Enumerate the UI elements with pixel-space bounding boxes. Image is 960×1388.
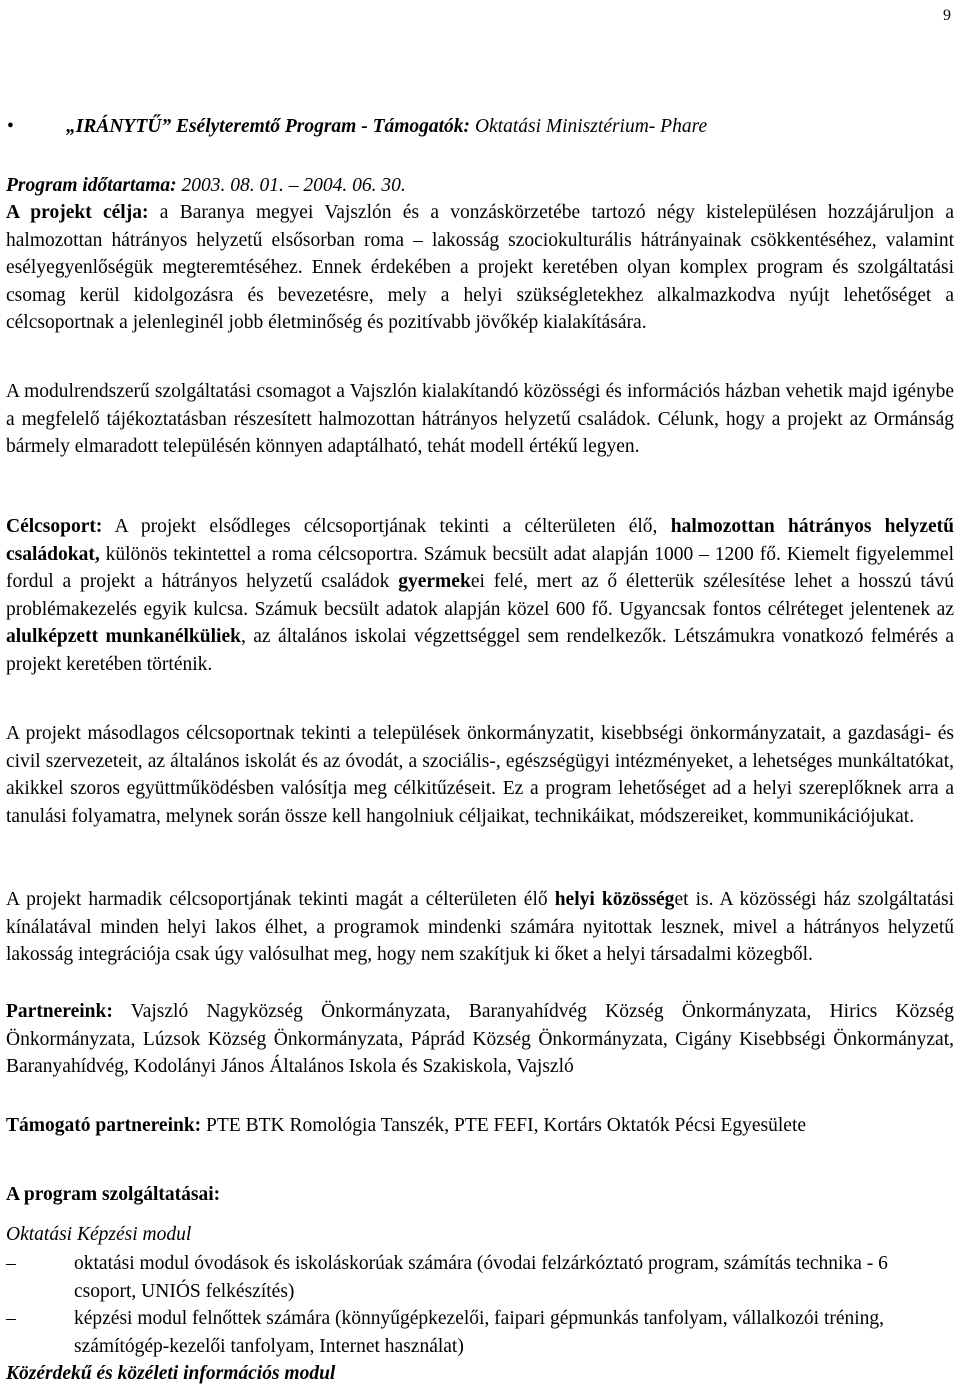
target-text-1: A projekt elsődleges célcsoportjának tekinti a célterületen élő, [102, 516, 671, 537]
module-education-item-1 [6, 1250, 954, 1305]
services-heading-text: A program szolgáltatásai: [6, 1184, 221, 1205]
goal-label: A projekt célja: [6, 202, 149, 223]
third-target [6, 886, 954, 969]
program-sponsors: Oktatási Minisztérium- Phare [470, 116, 708, 137]
partners-label: Partnereink: [6, 1001, 113, 1022]
target-text-2: különös tekintettel a roma célcsoportra. Számuk becsült adat alapján 1000 – 1200 fő. Kiemelt figyelemmel fordul a projekt a hátrányos helyzetű családok [6, 543, 954, 593]
third-text-2: et is. A közösségi ház szolgáltatási kínálatával minden helyi lakos élhet, a programok mindenki számára nyitottak lesznek, mivel a hátrányos helyzetű lakosság integrációja csak úgy valósulhat meg, hogy nem szakítjuk ki őket a helyi társadalmi közegből. [6, 889, 954, 966]
page-number: 9 [943, 7, 951, 24]
project-goal [6, 199, 954, 337]
third-bold: helyi közösség [554, 889, 675, 910]
target-label: Célcsoport: [6, 516, 103, 537]
program-bullet [6, 113, 954, 141]
module-info [6, 1360, 954, 1388]
target-bold-1: halmozottan hátrányos helyzetű családokat, [6, 516, 954, 565]
modular-paragraph [6, 378, 954, 461]
module-education [6, 1221, 954, 1249]
module-education-item-2 [6, 1305, 954, 1360]
third-text-1: A projekt harmadik célcsoportjának tekinti magát a célterületen élő [6, 889, 555, 910]
duration-value: 2003. 08. 01. – 2004. 06. 30. [176, 175, 406, 196]
goal-text-2: valamint esélyegyenlőségük megteremtéséhez. [6, 229, 954, 279]
target-bold-3: alulképzett munkanélküliek [6, 626, 241, 648]
secondary-text: A projekt másodlagos célcsoportnak tekinti a települések önkormányzatit, kisebbségi önkormányzatait, a gazdasági- és civil szervezeteit, az általános iskolát és az óvodát, a szociális-, egészségügyi intézményeket, a lehetséges munkáltatókat, akikkel szoros együttműködésben valósítja meg célkitűzéseit. Ez a program lehetőséget ad a helyi szereplőknek arra a tanulási folyamatra, melynek során össze kell hangolniuk céljaikat, technikáikat, módszereiket, kommunikációjukat. [6, 723, 954, 827]
dash-icon: – [6, 1253, 16, 1274]
target-group [6, 513, 954, 679]
dash-icon: – [6, 1308, 16, 1329]
bullet-icon: • [7, 116, 14, 137]
module-info-title: Közérdekű és közéleti információs modul [6, 1363, 336, 1384]
partners-text: Vajszló Nagyközség Önkormányzata, Baranyahídvég Község Önkormányzata, Hirics Község Önkormányzata, Lúzsok Község Önkormányzata, Páprád Község Önkormányzata, Cigány Kisebbségi Önkormányzat, Baranyahídvég, Kodolányi János Általános Iskola és Szakiskola, Vajszló [6, 1001, 954, 1078]
module-education-title: Oktatási Képzési modul [6, 1224, 192, 1245]
module-item-text: képzési modul felnőttek számára (könnyűgépkezelői, faipari gépmunkás tanfolyam, vállalkozói tréning, számítógép-kezelői tanfolyam, Internet használat) [74, 1308, 885, 1357]
services-heading [6, 1181, 954, 1209]
program-duration [6, 172, 954, 200]
target-text-4: , az általános iskolai végzettséggel sem rendelkezők. Létszámukra vonatkozó felmérés a projekt keretében történik. [6, 626, 954, 675]
target-bold-2: gyermek [398, 571, 471, 593]
modular-text: A modulrendszerű szolgáltatási csomagot a Vajszlón kialakítandó közösségi és információs házban vehetik majd igénybe a megfelelő tájékoztatásban részesített halmozottan hátrányos helyzetű családok. Célunk, hogy a projekt az Ormánság bármely elmaradott településén könnyen adaptálható, tehát modell értékű legyen. [6, 381, 954, 458]
support-partners-text: PTE BTK Romológia Tanszék, PTE FEFI, Kortárs Oktatók Pécsi Egyesülete [201, 1115, 807, 1136]
secondary-target [6, 720, 954, 830]
partners [6, 998, 954, 1081]
goal-text-1: a Baranya megyei Vajszlón és a vonzáskörzetébe tartozó négy kistelepülésen hozzájáruljon a halmozottan hátrányos helyzetű elsősorban roma – lakosság szociokulturális hátrányainak csökkentéséhez, [6, 202, 955, 251]
target-text-3: ei felé, mert az ő életterük szélesítése lehet a hosszú távú problémakezelés egyik kulcsa. Számuk becsült adatok alapján közel 600 fő. Ugyancsak fontos célréteget jelentenek az [6, 571, 954, 620]
support-partners-label: Támogató partnereink: [6, 1115, 202, 1136]
module-item-text: oktatási modul óvodások és iskoláskorúak számára (óvodai felzárkóztató program, számítás technika - 6 csoport, UNIÓS felkészítés) [74, 1253, 888, 1302]
duration-label: Program időtartama: [6, 175, 177, 196]
program-title: „IRÁNYTŰ” Esélyteremtő Program - Támogatók: [66, 116, 471, 137]
goal-text-3: Ennek érdekében a projekt keretében olyan komplex program és szolgáltatási csomag kerül kidolgozásra és bevezetésre, mely a helyi szükségletekhez alkalmazkodva nyújt lehetőséget a célcsoportnak a jelenleginél jobb életminőség és pozitívabb jövőkép kialakítására. [6, 257, 954, 334]
support-partners [6, 1112, 954, 1140]
